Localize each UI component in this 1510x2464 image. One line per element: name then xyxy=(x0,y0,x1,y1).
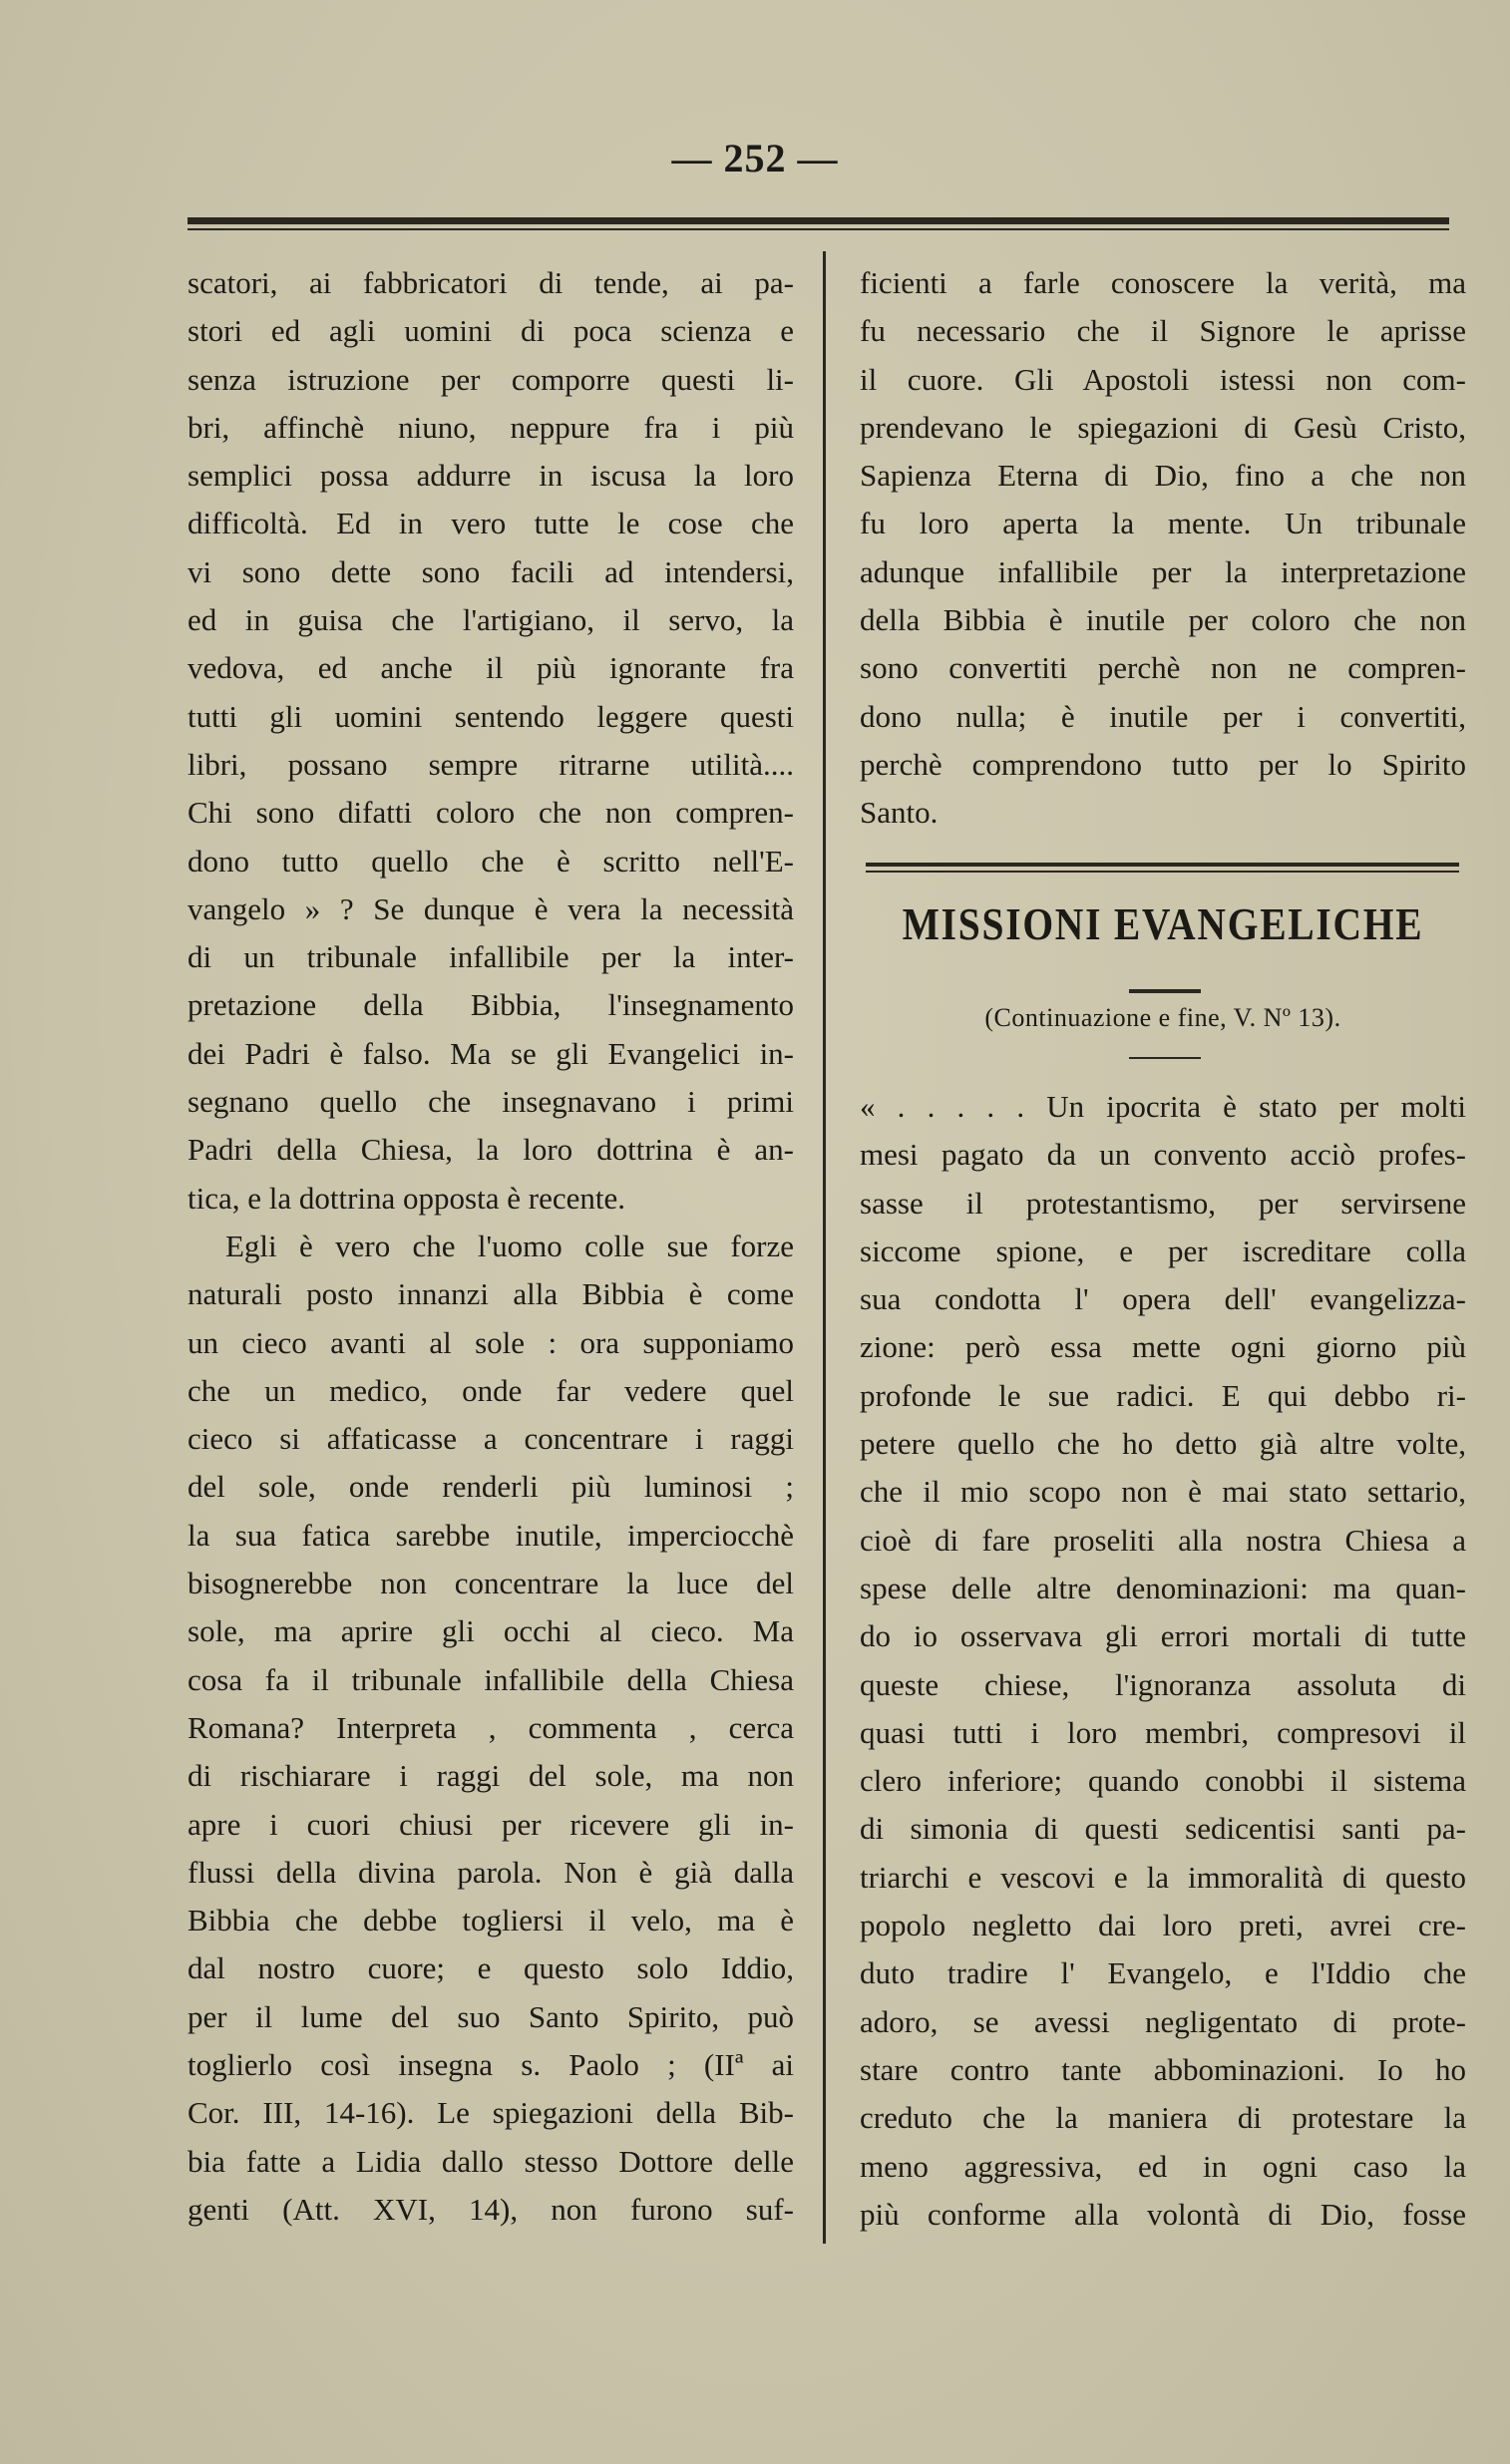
text-line: stare contro tante abbominazioni. Io ho xyxy=(860,2051,1466,2087)
text-line: apre i cuori chiusi per ricevere gli in- xyxy=(188,1806,794,1842)
text-line: quasi tutti i loro membri, compresovi il xyxy=(860,1714,1466,1750)
text-line: perchè comprendono tutto per lo Spirito xyxy=(860,746,1466,782)
text-line: Padri della Chiesa, la loro dottrina è an- xyxy=(188,1132,794,1168)
text-line: tutti gli uomini sentendo leggere questi xyxy=(188,698,794,734)
text-line: spese delle altre denominazioni: ma quan- xyxy=(860,1570,1466,1605)
text-line: che il mio scopo non è mai stato settario, xyxy=(860,1474,1466,1510)
text-line: bia fatte a Lidia dallo stesso Dottore delle xyxy=(188,2143,794,2179)
subtitle-underline xyxy=(1129,1057,1201,1059)
text-line: ficienti a farle conoscere la verità, ma xyxy=(860,265,1466,300)
text-line: clero inferiore; quando conobbi il sistema xyxy=(860,1763,1466,1799)
title-underline xyxy=(1129,989,1201,993)
text-line: ed in guisa che l'artigiano, il servo, la xyxy=(188,602,794,638)
text-line: prendevano le spiegazioni di Gesù Cristo, xyxy=(860,409,1466,445)
text-line: Egli è vero che l'uomo colle sue forze xyxy=(225,1228,794,1263)
text-line: mesi pagato da un convento acciò profes- xyxy=(860,1137,1466,1173)
header-rule xyxy=(188,217,1449,224)
text-line: senza istruzione per comporre questi li- xyxy=(188,361,794,397)
text-line: adunque infallibile per la interpretazione xyxy=(860,553,1466,589)
text-line: do io osservava gli errori mortali di tutte xyxy=(860,1618,1466,1654)
text-line: triarchi e vescovi e la immoralità di questo xyxy=(860,1859,1466,1895)
text-line: cioè di fare proseliti alla nostra Chiesa a xyxy=(860,1522,1466,1558)
text-line: dei Padri è falso. Ma se gli Evangelici in- xyxy=(188,1035,794,1071)
text-line: petere quello che ho detto già altre volte, xyxy=(860,1426,1466,1462)
text-line: tica, e la dottrina opposta è recente. xyxy=(188,1180,625,1216)
text-line: sono convertiti perchè non ne compren- xyxy=(860,650,1466,686)
text-line: il cuore. Gli Apostoli istessi non com- xyxy=(860,361,1466,397)
column-divider xyxy=(823,251,826,2244)
text-line: segnano quello che insegnavano i primi xyxy=(188,1084,794,1120)
text-line: per il lume del suo Santo Spirito, può xyxy=(188,1998,794,2034)
text-line: di un tribunale infallibile per la inter- xyxy=(188,939,794,975)
text-line: Santo. xyxy=(860,795,939,831)
left-column xyxy=(188,259,794,2234)
text-line: profonde le sue radici. E qui debbo ri- xyxy=(860,1377,1466,1413)
text-line: duto tradire l' Evangelo, e l'Iddio che xyxy=(860,1955,1466,1991)
text-line: sasse il protestantismo, per servirsene xyxy=(860,1185,1466,1221)
text-line: bri, affinchè niuno, neppure fra i più xyxy=(188,409,794,445)
text-line: del sole, onde renderli più luminosi ; xyxy=(188,1469,794,1505)
text-line: di simonia di questi sedicentisi santi pa- xyxy=(860,1811,1466,1847)
text-line: naturali posto innanzi alla Bibbia è come xyxy=(188,1276,794,1312)
page-number: — 252 — xyxy=(671,136,839,180)
text-line: Bibbia che debbe togliersi il velo, ma è xyxy=(188,1903,794,1938)
text-line: che un medico, onde far vedere quel xyxy=(188,1372,794,1408)
text-line: meno aggressiva, ed in ogni caso la xyxy=(860,2148,1466,2184)
text-line: Romana? Interpreta , commenta , cerca xyxy=(188,1709,794,1745)
text-line: « . . . . . Un ipocrita è stato per molti xyxy=(860,1089,1466,1124)
text-line: sua condotta l' opera dell' evangelizza- xyxy=(860,1281,1466,1317)
text-line: vangelo » ? Se dunque è vera la necessità xyxy=(188,890,794,926)
text-line: libri, possano sempre ritrarne utilità.... xyxy=(188,746,794,782)
text-line: adoro, se avessi negligentato di prote- xyxy=(860,2003,1466,2039)
text-line: la sua fatica sarebbe inutile, imperciocchè xyxy=(188,1517,794,1553)
text-line: toglierlo così insegna s. Paolo ; (IIª ai xyxy=(188,2046,794,2082)
text-line: fu loro aperta la mente. Un tribunale xyxy=(860,506,1466,541)
text-line: Chi sono difatti coloro che non compren- xyxy=(188,795,794,831)
section-title: MISSIONI EVANGELICHE xyxy=(902,898,1424,949)
text-line: semplici possa addurre in iscusa la loro xyxy=(188,458,794,494)
text-line: fu necessario che il Signore le aprisse xyxy=(860,313,1466,349)
text-line: dal nostro cuore; e questo solo Iddio, xyxy=(188,1950,794,1986)
text-line: sole, ma aprire gli occhi al cieco. Ma xyxy=(188,1613,794,1649)
text-line: Sapienza Eterna di Dio, fino a che non xyxy=(860,458,1466,494)
text-line: della Bibbia è inutile per coloro che non xyxy=(860,602,1466,638)
text-line: genti (Att. XVI, 14), non furono suf- xyxy=(188,2191,794,2227)
text-line: di rischiarare i raggi del sole, ma non xyxy=(188,1758,794,1794)
text-line: un cieco avanti al sole : ora supponiamo xyxy=(188,1324,794,1360)
text-line: più conforme alla volontà di Dio, fosse xyxy=(860,2196,1466,2232)
text-line: stori ed agli uomini di poca scienza e xyxy=(188,313,794,349)
text-line: scatori, ai fabbricatori di tende, ai pa- xyxy=(188,265,794,300)
text-line: vi sono dette sono facili ad intendersi, xyxy=(188,553,794,589)
text-line: bisognerebbe non concentrare la luce del xyxy=(188,1566,794,1601)
text-line: dono nulla; è inutile per i convertiti, xyxy=(860,698,1466,734)
text-line: difficoltà. Ed in vero tutte le cose che xyxy=(188,506,794,541)
text-line: siccome spione, e per iscreditare colla xyxy=(860,1232,1466,1268)
section-rule-thin xyxy=(866,871,1459,873)
text-line: cieco si affaticasse a concentrare i raggi xyxy=(188,1421,794,1457)
text-line: dono tutto quello che è scritto nell'E- xyxy=(188,843,794,879)
text-line: Cor. III, 14-16). Le spiegazioni della Bib- xyxy=(188,2095,794,2131)
text-line: creduto che la maniera di protestare la xyxy=(860,2100,1466,2136)
text-line: vedova, ed anche il più ignorante fra xyxy=(188,650,794,686)
text-line: pretazione della Bibbia, l'insegnamento xyxy=(188,987,794,1023)
section-rule xyxy=(866,863,1459,867)
text-line: flussi della divina parola. Non è già dalla xyxy=(188,1854,794,1890)
right-column-top xyxy=(860,259,1466,838)
text-line: cosa fa il tribunale infallibile della Chiesa xyxy=(188,1661,794,1697)
text-line: popolo negletto dai loro preti, avrei cre- xyxy=(860,1908,1466,1943)
text-line: zione: però essa mette ogni giorno più xyxy=(860,1329,1466,1365)
header-rule-thin xyxy=(188,228,1449,230)
text-line: queste chiese, l'ignoranza assoluta di xyxy=(860,1666,1466,1702)
right-column-bottom xyxy=(860,1083,1466,2239)
section-subtitle: (Continuazione e fine, V. Nº 13). xyxy=(984,1003,1341,1032)
